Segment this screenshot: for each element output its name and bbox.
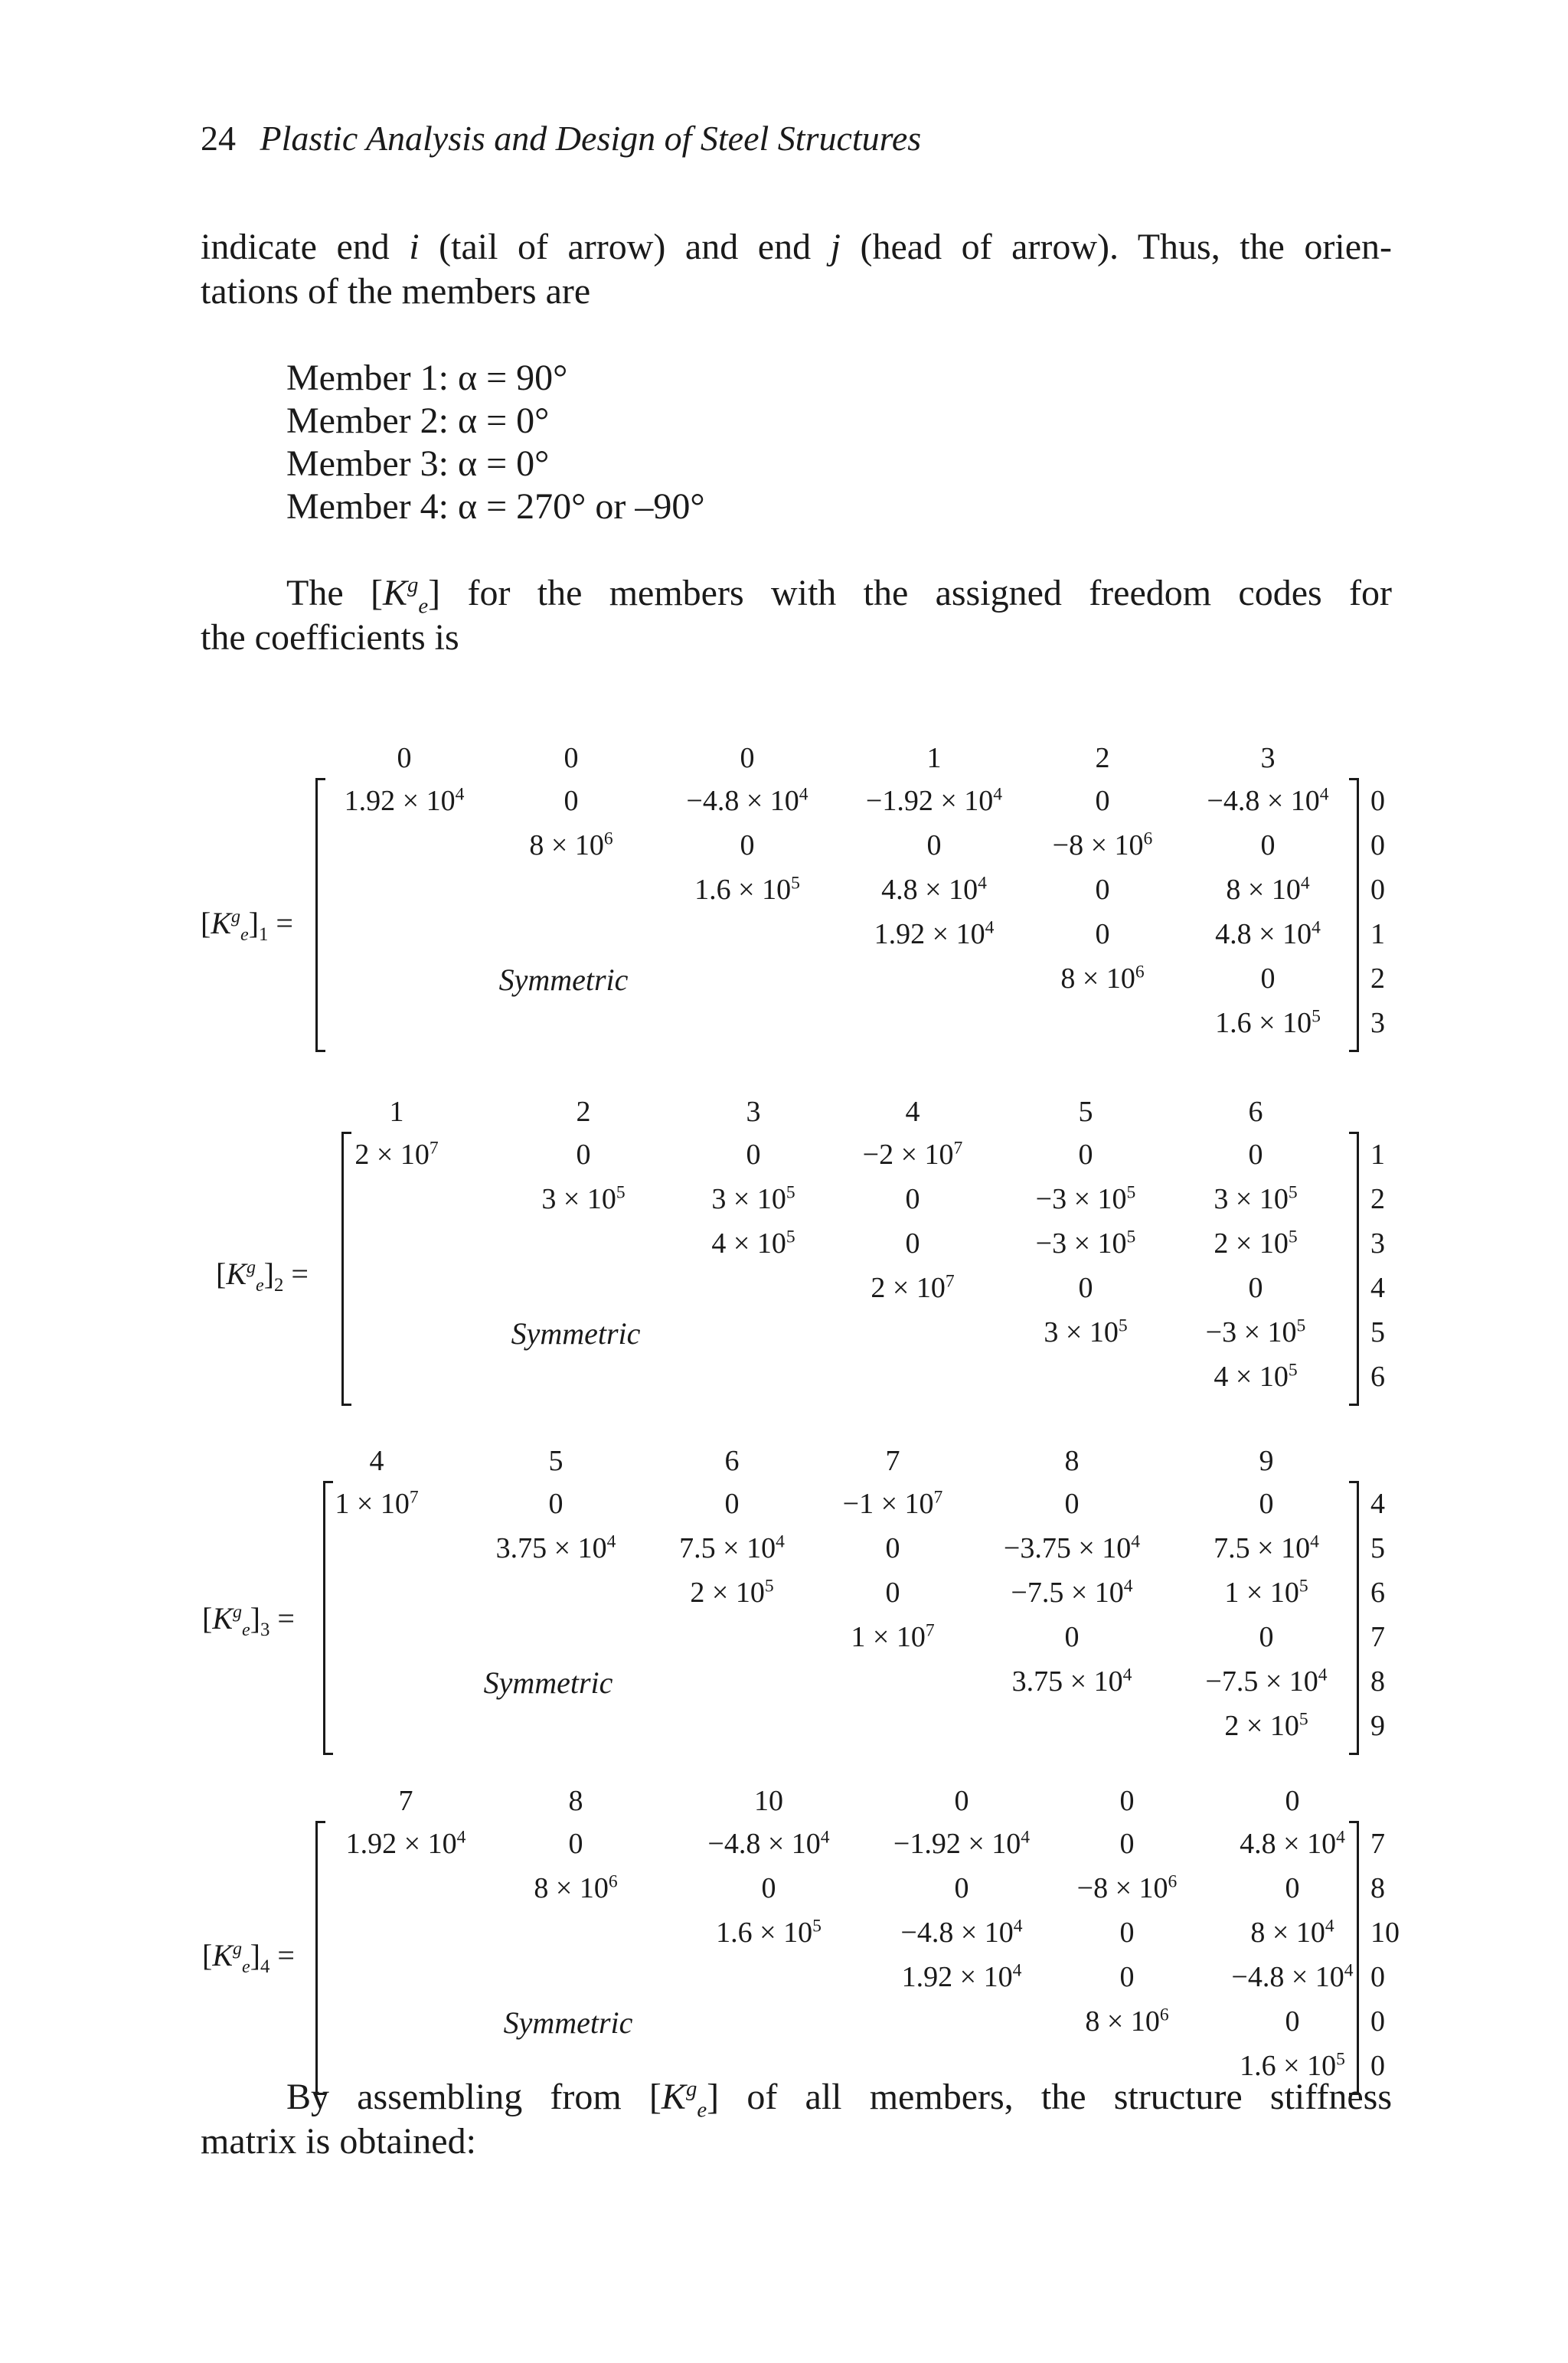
matrix-cell: $4.8 \times 10^4$ <box>881 873 987 906</box>
column-freedom-code: 3 <box>1260 742 1276 774</box>
matrix-label: $[K^g_e]_1$ = <box>201 906 293 945</box>
matrix-cell: 0 <box>746 1139 761 1171</box>
row-freedom-code: 0 <box>1370 2005 1385 2038</box>
matrix-cell: $-3 \times 10^5$ <box>1205 1316 1306 1348</box>
matrix-cell: 0 <box>1260 829 1276 861</box>
matrix-cell: $1 \times 10^7$ <box>851 1620 935 1653</box>
matrix-label: $[K^g_e]_2$ = <box>216 1257 309 1296</box>
column-freedom-code: 5 <box>1078 1096 1093 1128</box>
matrix-cell: 0 <box>1119 1917 1135 1949</box>
row-freedom-code: 7 <box>1370 1828 1385 1860</box>
matrix-cell: $-4.8 \times 10^4$ <box>900 1916 1023 1949</box>
right-bracket <box>1349 778 1359 1052</box>
matrix-cell: $1 \times 10^5$ <box>1224 1576 1308 1609</box>
row-freedom-code: 4 <box>1370 1272 1385 1304</box>
left-bracket <box>341 1132 351 1406</box>
matrix-cell: $4 \times 10^5$ <box>1214 1360 1298 1393</box>
matrix-cell: $-4.8 \times 10^4$ <box>1231 1960 1354 1993</box>
row-freedom-code: 8 <box>1370 1872 1385 1904</box>
row-freedom-code: 0 <box>1370 2050 1385 2082</box>
matrix-cell: 0 <box>740 829 755 861</box>
matrix-cell: $3 \times 10^5$ <box>711 1182 795 1215</box>
matrix-intro-line-2: the coefficients is <box>201 617 459 658</box>
column-freedom-code: 4 <box>905 1096 920 1128</box>
matrix-cell: $-7.5 \times 10^4$ <box>1205 1665 1328 1698</box>
left-bracket <box>315 1821 325 2095</box>
column-freedom-code: 6 <box>724 1445 740 1477</box>
row-freedom-code: 2 <box>1370 963 1385 995</box>
member-2-orientation: Member 2: α = 0° <box>286 400 550 441</box>
matrix-cell: $-2 \times 10^7$ <box>862 1138 963 1171</box>
column-freedom-code: 0 <box>1119 1785 1135 1817</box>
matrix-cell: 0 <box>724 1488 740 1520</box>
column-freedom-code: 1 <box>389 1096 404 1128</box>
column-freedom-code: 0 <box>564 742 579 774</box>
matrix-cell: $8 \times 10^6$ <box>1060 962 1145 995</box>
matrix-cell: 0 <box>1285 1872 1300 1904</box>
matrix-cell: $7.5 \times 10^4$ <box>1214 1531 1319 1564</box>
matrix-cell: 0 <box>1078 1272 1093 1304</box>
matrix-cell: $-4.8 \times 10^4$ <box>707 1827 830 1860</box>
intro-line-2: tations of the members are <box>201 271 591 312</box>
matrix-cell: 0 <box>885 1532 900 1564</box>
running-header <box>201 118 921 159</box>
symmetric-label: Symmetric <box>511 1316 641 1351</box>
matrix-cell: $7.5 \times 10^4$ <box>679 1531 785 1564</box>
column-freedom-code: 1 <box>926 742 942 774</box>
matrix-cell: $8 \times 10^4$ <box>1226 873 1310 906</box>
matrix-cell: $1.92 \times 10^4$ <box>345 1827 466 1860</box>
closing-line-1: By assembling from $[K^g_e]$ of all members, the structure stiffness <box>286 2077 1392 2123</box>
matrix-cell: $1.6 \times 10^5$ <box>694 873 800 906</box>
matrix-cell: $4.8 \times 10^4$ <box>1240 1827 1345 1860</box>
matrix-cell: 0 <box>954 1872 969 1904</box>
matrix-cell: $3 \times 10^5$ <box>541 1182 626 1215</box>
column-freedom-code: 3 <box>746 1096 761 1128</box>
row-freedom-code: 7 <box>1370 1621 1385 1653</box>
matrix-cell: 0 <box>1259 1488 1274 1520</box>
matrix-cell: $3.75 \times 10^4$ <box>1011 1665 1132 1698</box>
matrix-cell: $-7.5 \times 10^4$ <box>1011 1576 1133 1609</box>
right-bracket <box>1349 1821 1359 2095</box>
column-freedom-code: 10 <box>754 1785 783 1817</box>
matrix-cell: 0 <box>905 1183 920 1215</box>
matrix-cell: $3 \times 10^5$ <box>1044 1316 1128 1348</box>
matrix-cell: 0 <box>1248 1272 1263 1304</box>
matrix-cell: 0 <box>1119 1828 1135 1860</box>
row-freedom-code: 6 <box>1370 1577 1385 1609</box>
column-freedom-code: 8 <box>1064 1445 1080 1477</box>
matrix-cell: 0 <box>568 1828 583 1860</box>
row-freedom-code: 4 <box>1370 1488 1385 1520</box>
matrix-cell: 0 <box>548 1488 564 1520</box>
row-freedom-code: 3 <box>1370 1007 1385 1039</box>
right-bracket <box>1349 1132 1359 1406</box>
matrix-cell: 0 <box>885 1577 900 1609</box>
matrix-cell: $3 \times 10^5$ <box>1214 1182 1298 1215</box>
row-freedom-code: 0 <box>1370 785 1385 817</box>
matrix-cell: $-4.8 \times 10^4$ <box>686 784 808 817</box>
matrix-intro-line-1: The $[K^g_e]$ for the members with the assigned freedom codes for <box>286 573 1393 619</box>
matrix-cell: $1 \times 10^7$ <box>335 1487 419 1520</box>
matrix-cell: $1.92 \times 10^4$ <box>344 784 465 817</box>
matrix-cell: 0 <box>1095 918 1110 950</box>
row-freedom-code: 5 <box>1370 1316 1385 1348</box>
matrix-cell: $-4.8 \times 10^4$ <box>1207 784 1329 817</box>
left-bracket <box>323 1481 333 1755</box>
row-freedom-code: 0 <box>1370 829 1385 861</box>
matrix-cell: $1.6 \times 10^5$ <box>1240 2049 1345 2082</box>
column-freedom-code: 0 <box>1285 1785 1300 1817</box>
row-freedom-code: 2 <box>1370 1183 1385 1215</box>
matrix-cell: $2 \times 10^5$ <box>690 1576 774 1609</box>
row-freedom-code: 1 <box>1370 918 1385 950</box>
column-freedom-code: 8 <box>568 1785 583 1817</box>
matrix-cell: 0 <box>1248 1139 1263 1171</box>
matrix-cell: 0 <box>1119 1961 1135 1993</box>
symmetric-label: Symmetric <box>498 963 629 997</box>
matrix-intro-paragraph <box>201 571 1392 660</box>
matrix-cell: $3.75 \times 10^4$ <box>495 1531 616 1564</box>
matrix-cell: $4.8 \times 10^4$ <box>1215 917 1321 950</box>
column-freedom-code: 0 <box>954 1785 969 1817</box>
matrix-cell: $1.92 \times 10^4$ <box>874 917 995 950</box>
row-freedom-code: 5 <box>1370 1532 1385 1564</box>
right-bracket <box>1349 1481 1359 1755</box>
column-freedom-code: 7 <box>398 1785 413 1817</box>
column-freedom-code: 7 <box>885 1445 900 1477</box>
column-freedom-code: 0 <box>397 742 412 774</box>
row-freedom-code: 6 <box>1370 1361 1385 1393</box>
matrix-cell: 0 <box>1095 874 1110 906</box>
book-title: Plastic Analysis and Design of Steel Structures <box>260 119 922 158</box>
matrix-cell: $-1 \times 10^7$ <box>842 1487 943 1520</box>
member-1-orientation: Member 1: α = 90° <box>286 358 568 398</box>
left-bracket <box>315 778 325 1052</box>
matrix-cell: $2 \times 10^7$ <box>871 1271 955 1304</box>
matrix-cell: $2 \times 10^5$ <box>1214 1227 1298 1260</box>
matrix-cell: 0 <box>761 1872 776 1904</box>
matrix-cell: $-3.75 \times 10^4$ <box>1003 1531 1141 1564</box>
matrix-cell: 0 <box>1064 1488 1080 1520</box>
matrix-cell: $4 \times 10^5$ <box>711 1227 795 1260</box>
row-freedom-code: 1 <box>1370 1139 1385 1171</box>
column-freedom-code: 0 <box>740 742 755 774</box>
matrix-cell: 0 <box>1260 963 1276 995</box>
row-freedom-code: 8 <box>1370 1665 1385 1698</box>
symmetric-label: Symmetric <box>503 2005 633 2040</box>
column-freedom-code: 5 <box>548 1445 564 1477</box>
column-freedom-code: 6 <box>1248 1096 1263 1128</box>
matrix-cell: $8 \times 10^6$ <box>1085 2005 1169 2038</box>
matrix-cell: $8 \times 10^6$ <box>534 1871 618 1904</box>
matrix-cell: 0 <box>1064 1621 1080 1653</box>
matrix-cell: 0 <box>905 1227 920 1260</box>
column-freedom-code: 2 <box>576 1096 591 1128</box>
row-freedom-code: 3 <box>1370 1227 1385 1260</box>
column-freedom-code: 9 <box>1259 1445 1274 1477</box>
matrix-cell: $-8 \times 10^6$ <box>1052 829 1153 861</box>
matrix-cell: 0 <box>576 1139 591 1171</box>
matrix-cell: $1.6 \times 10^5$ <box>1215 1006 1321 1039</box>
matrix-cell: $8 \times 10^6$ <box>529 829 613 861</box>
page-number: 24 <box>201 119 236 158</box>
matrix-cell: $2 \times 10^7$ <box>354 1138 439 1171</box>
matrix-cell: 0 <box>1095 785 1110 817</box>
row-freedom-code: 9 <box>1370 1710 1385 1742</box>
row-freedom-code: 0 <box>1370 1961 1385 1993</box>
member-4-orientation: Member 4: α = 270° or –90° <box>286 486 705 527</box>
matrix-cell: $1.6 \times 10^5$ <box>716 1916 822 1949</box>
matrix-cell: $-8 \times 10^6$ <box>1076 1871 1178 1904</box>
matrix-label: $[K^g_e]_3$ = <box>202 1601 295 1640</box>
matrix-cell: 0 <box>926 829 942 861</box>
matrix-cell: 0 <box>1259 1621 1274 1653</box>
matrix-cell: $1.92 \times 10^4$ <box>901 1960 1022 1993</box>
symmetric-label: Symmetric <box>483 1665 613 1700</box>
matrix-cell: 0 <box>564 785 579 817</box>
row-freedom-code: 10 <box>1370 1917 1400 1949</box>
closing-paragraph <box>201 2075 1392 2164</box>
row-freedom-code: 0 <box>1370 874 1385 906</box>
column-freedom-code: 2 <box>1095 742 1110 774</box>
intro-paragraph <box>201 225 1392 314</box>
column-freedom-code: 4 <box>369 1445 384 1477</box>
intro-line-1: indicate end i (tail of arrow) and end j (head of arrow). Thus, the orien- <box>201 227 1392 267</box>
matrix-cell: $-3 \times 10^5$ <box>1035 1182 1136 1215</box>
matrix-cell: $-1.92 \times 10^4$ <box>865 784 1003 817</box>
matrix-cell: 0 <box>1285 2005 1300 2038</box>
closing-line-2: matrix is obtained: <box>201 2121 476 2162</box>
matrix-label: $[K^g_e]_4$ = <box>202 1938 295 1977</box>
matrix-cell: $-1.92 \times 10^4$ <box>893 1827 1031 1860</box>
member-3-orientation: Member 3: α = 0° <box>286 443 550 484</box>
matrix-cell: $8 \times 10^4$ <box>1250 1916 1334 1949</box>
matrix-cell: $-3 \times 10^5$ <box>1035 1227 1136 1260</box>
matrix-cell: $2 \times 10^5$ <box>1224 1709 1308 1742</box>
matrix-cell: 0 <box>1078 1139 1093 1171</box>
